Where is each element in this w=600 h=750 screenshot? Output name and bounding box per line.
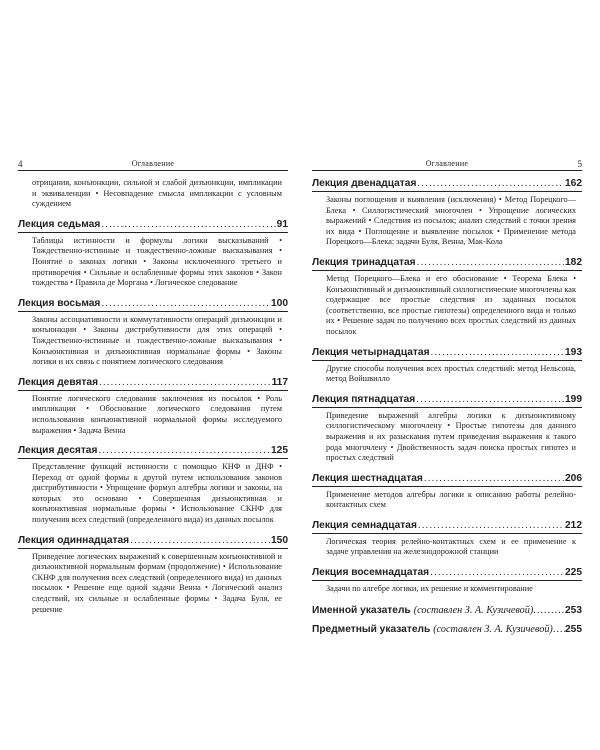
lecture-title: Лекция одиннадцатая xyxy=(18,534,130,546)
index-page: 255 xyxy=(565,623,582,635)
lecture-title: Лекция двенадцатая xyxy=(312,178,417,189)
index-compiler: (составлен З. А. Кузичевой) xyxy=(433,623,553,635)
toc-entry-13 xyxy=(312,257,582,338)
lecture-description: Другие способы получения всех простых следствий: метод Нельсона, метод Войшвилло xyxy=(326,363,576,384)
lecture-description: Таблицы истинности и формулы логики высказываний • Тождественно-истинные и тождественно-ложные высказывания • Понятие о законах логики • Законы исключенного третьего и противоречия • Сильные и ослабленные формы этих законов • Закон тождества • Правила де Моргана • Логическое следование xyxy=(32,235,282,288)
lecture-title: Лекция семнадцатая xyxy=(312,519,417,531)
lecture-page: 162 xyxy=(565,178,582,189)
toc-heading xyxy=(18,298,288,312)
name-index-entry xyxy=(312,604,582,617)
right-page xyxy=(312,158,582,636)
toc-heading xyxy=(18,377,288,391)
toc-heading xyxy=(18,535,288,549)
index-compiler: (составлен З. А. Кузичевой) xyxy=(413,604,534,616)
lecture-title: Лекция десятая xyxy=(18,445,98,457)
lecture-description: Задачи по алгебре логики, их решение и комментирование xyxy=(326,584,533,594)
lecture-page: 100 xyxy=(271,297,288,309)
index-page: 253 xyxy=(565,604,582,616)
leader-dots xyxy=(533,604,565,617)
lecture-title: Лекция восьмая xyxy=(18,297,101,309)
lecture-page: 125 xyxy=(271,445,288,457)
continuation-text: отрицания, конъюнкции, сильной и слабой дизъюнкции, импликации и эквиваленции • Несовпадение смысла импликации с условным суждением xyxy=(32,178,282,209)
leader-dots xyxy=(101,298,270,310)
subject-index-entry xyxy=(312,623,582,636)
right-running-head xyxy=(312,158,582,171)
page-number: 5 xyxy=(577,159,582,169)
lecture-page: 193 xyxy=(565,346,582,358)
toc-heading xyxy=(312,520,582,534)
page-number: 4 xyxy=(18,159,23,169)
leader-dots xyxy=(98,445,270,457)
lecture-description: Понятие логического следования заключения из посылок • Роль импликации • Обоснование логического следования путем использования конъюнктивной нормальной формы исследуемого выражения • Задача Венна xyxy=(32,393,282,435)
lecture-title: Лекция шестнадцатая xyxy=(312,472,423,484)
lecture-description: Законы ассоциативности и коммутативности операций дизъюнкции и конъюнкции • Законы дистрибутивности для этих операций • Тождественно-истинные и тождественно-ложные высказывания • Конъюнктивная и дизъюнктивная нормальные формы • Законы логики и их связь с понятием логического следования xyxy=(32,314,282,367)
leader-dots xyxy=(99,377,271,389)
lecture-title: Лекция пятнадцатая xyxy=(312,393,416,405)
leader-dots xyxy=(430,567,564,579)
leader-dots xyxy=(553,623,565,636)
leader-dots xyxy=(431,347,564,359)
lecture-page: 225 xyxy=(565,567,582,579)
lecture-page: 212 xyxy=(565,519,582,531)
leader-dots xyxy=(130,535,270,547)
lecture-description: Законы поглощения и выявления (исключения) • Метод Порецкого—Блека • Силлогистический многочлен • Упрощение логических выражений • Следствия из посылок; анализ следствий с точки зрения их вида • Поглощение и выявление посылок • Применение метода Порецкого—Блека: задачи Буля, Венна, Мак-Кола xyxy=(326,195,576,247)
toc-entry-9 xyxy=(18,377,288,436)
lecture-page: 91 xyxy=(276,218,288,230)
toc-entry-10 xyxy=(18,445,288,526)
toc-entry-15 xyxy=(312,394,582,464)
toc-entry-14 xyxy=(312,347,582,385)
toc-entry-12 xyxy=(312,178,582,248)
index-title: Предметный указатель xyxy=(312,623,431,635)
toc-heading xyxy=(312,257,582,271)
lecture-title: Лекция девятая xyxy=(18,376,99,388)
leader-dots xyxy=(417,257,564,269)
toc-entry-17 xyxy=(312,520,582,558)
lecture-title: Лекция восемнадцатая xyxy=(312,567,430,579)
lecture-description: Приведение логических выражений к совершенным конъюнктивной и дизъюнктивной нормальным формам (продолжение) • Использование СКНФ для получения всех следствий (определенного вида) из данных посылок • Решение еще одной задачи Венна • Логический анализ следствий, их сильные и ослабленные формы • Задача Буля, ее решение xyxy=(32,551,282,614)
lecture-page: 182 xyxy=(565,256,582,268)
toc-entry-7 xyxy=(18,219,288,289)
toc-heading xyxy=(312,473,582,487)
toc-entry-16 xyxy=(312,473,582,511)
toc-heading xyxy=(312,567,582,581)
toc-heading xyxy=(312,178,582,192)
left-running-head xyxy=(18,158,288,171)
lecture-description: Применение методов алгебры логики к описанию работы релейно-контактных схем xyxy=(326,489,576,510)
toc-heading xyxy=(18,219,288,233)
lecture-description: Приведение выражений алгебры логики к дизъюнктивному силлогистическому многочлену • Простые гипотезы для данного выражения и их разыскания путем приведения выражения к такого рода многочлену • Двойственность задач поиска простых гипотез и простых следствий xyxy=(326,410,576,463)
toc-entry-8 xyxy=(18,298,288,368)
toc-heading xyxy=(18,445,288,459)
lecture-title: Лекция тринадцатая xyxy=(312,256,416,268)
lecture-description: Метод Порецкого—Блека и его обоснование • Теорема Блека • Конъюнктивный и дизъюнктивный силлогистические многочлены как содержащие все простые следствия из заданных посылок (соответственно, все простые гипотезы) определенного вида и только их • Решение задач по получению всех простых следствий из данных посылок xyxy=(326,273,576,336)
toc-heading xyxy=(312,347,582,361)
index-title: Именной указатель xyxy=(312,604,411,616)
lecture-description: Логическая теория релейно-контактных схем и ее применение к задаче управления на железнодорожной станции xyxy=(326,536,576,557)
toc-entry-11 xyxy=(18,535,288,616)
leader-dots xyxy=(101,219,275,231)
lecture-description: Представление функций истинности с помощью КНФ и ДНФ • Переход от одной формы к другой путем использования законов дистрибутивности • Упрощение формул алгебры логики и законы, на которых это основано • Совершенная дизъюнктивная и конъюнктивная нормальные формы • Использование СКНФ для получения всех следствий (определенного вида) из данных посылок xyxy=(32,462,282,525)
lecture-page: 117 xyxy=(271,376,288,388)
toc-heading xyxy=(312,394,582,408)
leader-dots xyxy=(416,394,564,406)
leader-dots xyxy=(424,473,564,485)
lecture-page: 150 xyxy=(271,534,288,546)
toc-entry-18 xyxy=(312,567,582,595)
running-title: Оглавление xyxy=(425,159,469,168)
leader-dots xyxy=(418,520,564,532)
lecture-page: 206 xyxy=(565,472,582,484)
left-page xyxy=(18,158,288,624)
running-title: Оглавление xyxy=(131,159,175,168)
lecture-title: Лекция седьмая xyxy=(18,218,101,230)
lecture-page: 199 xyxy=(565,393,582,405)
lecture-title: Лекция четырнадцатая xyxy=(312,346,430,358)
leader-dots xyxy=(417,178,564,190)
